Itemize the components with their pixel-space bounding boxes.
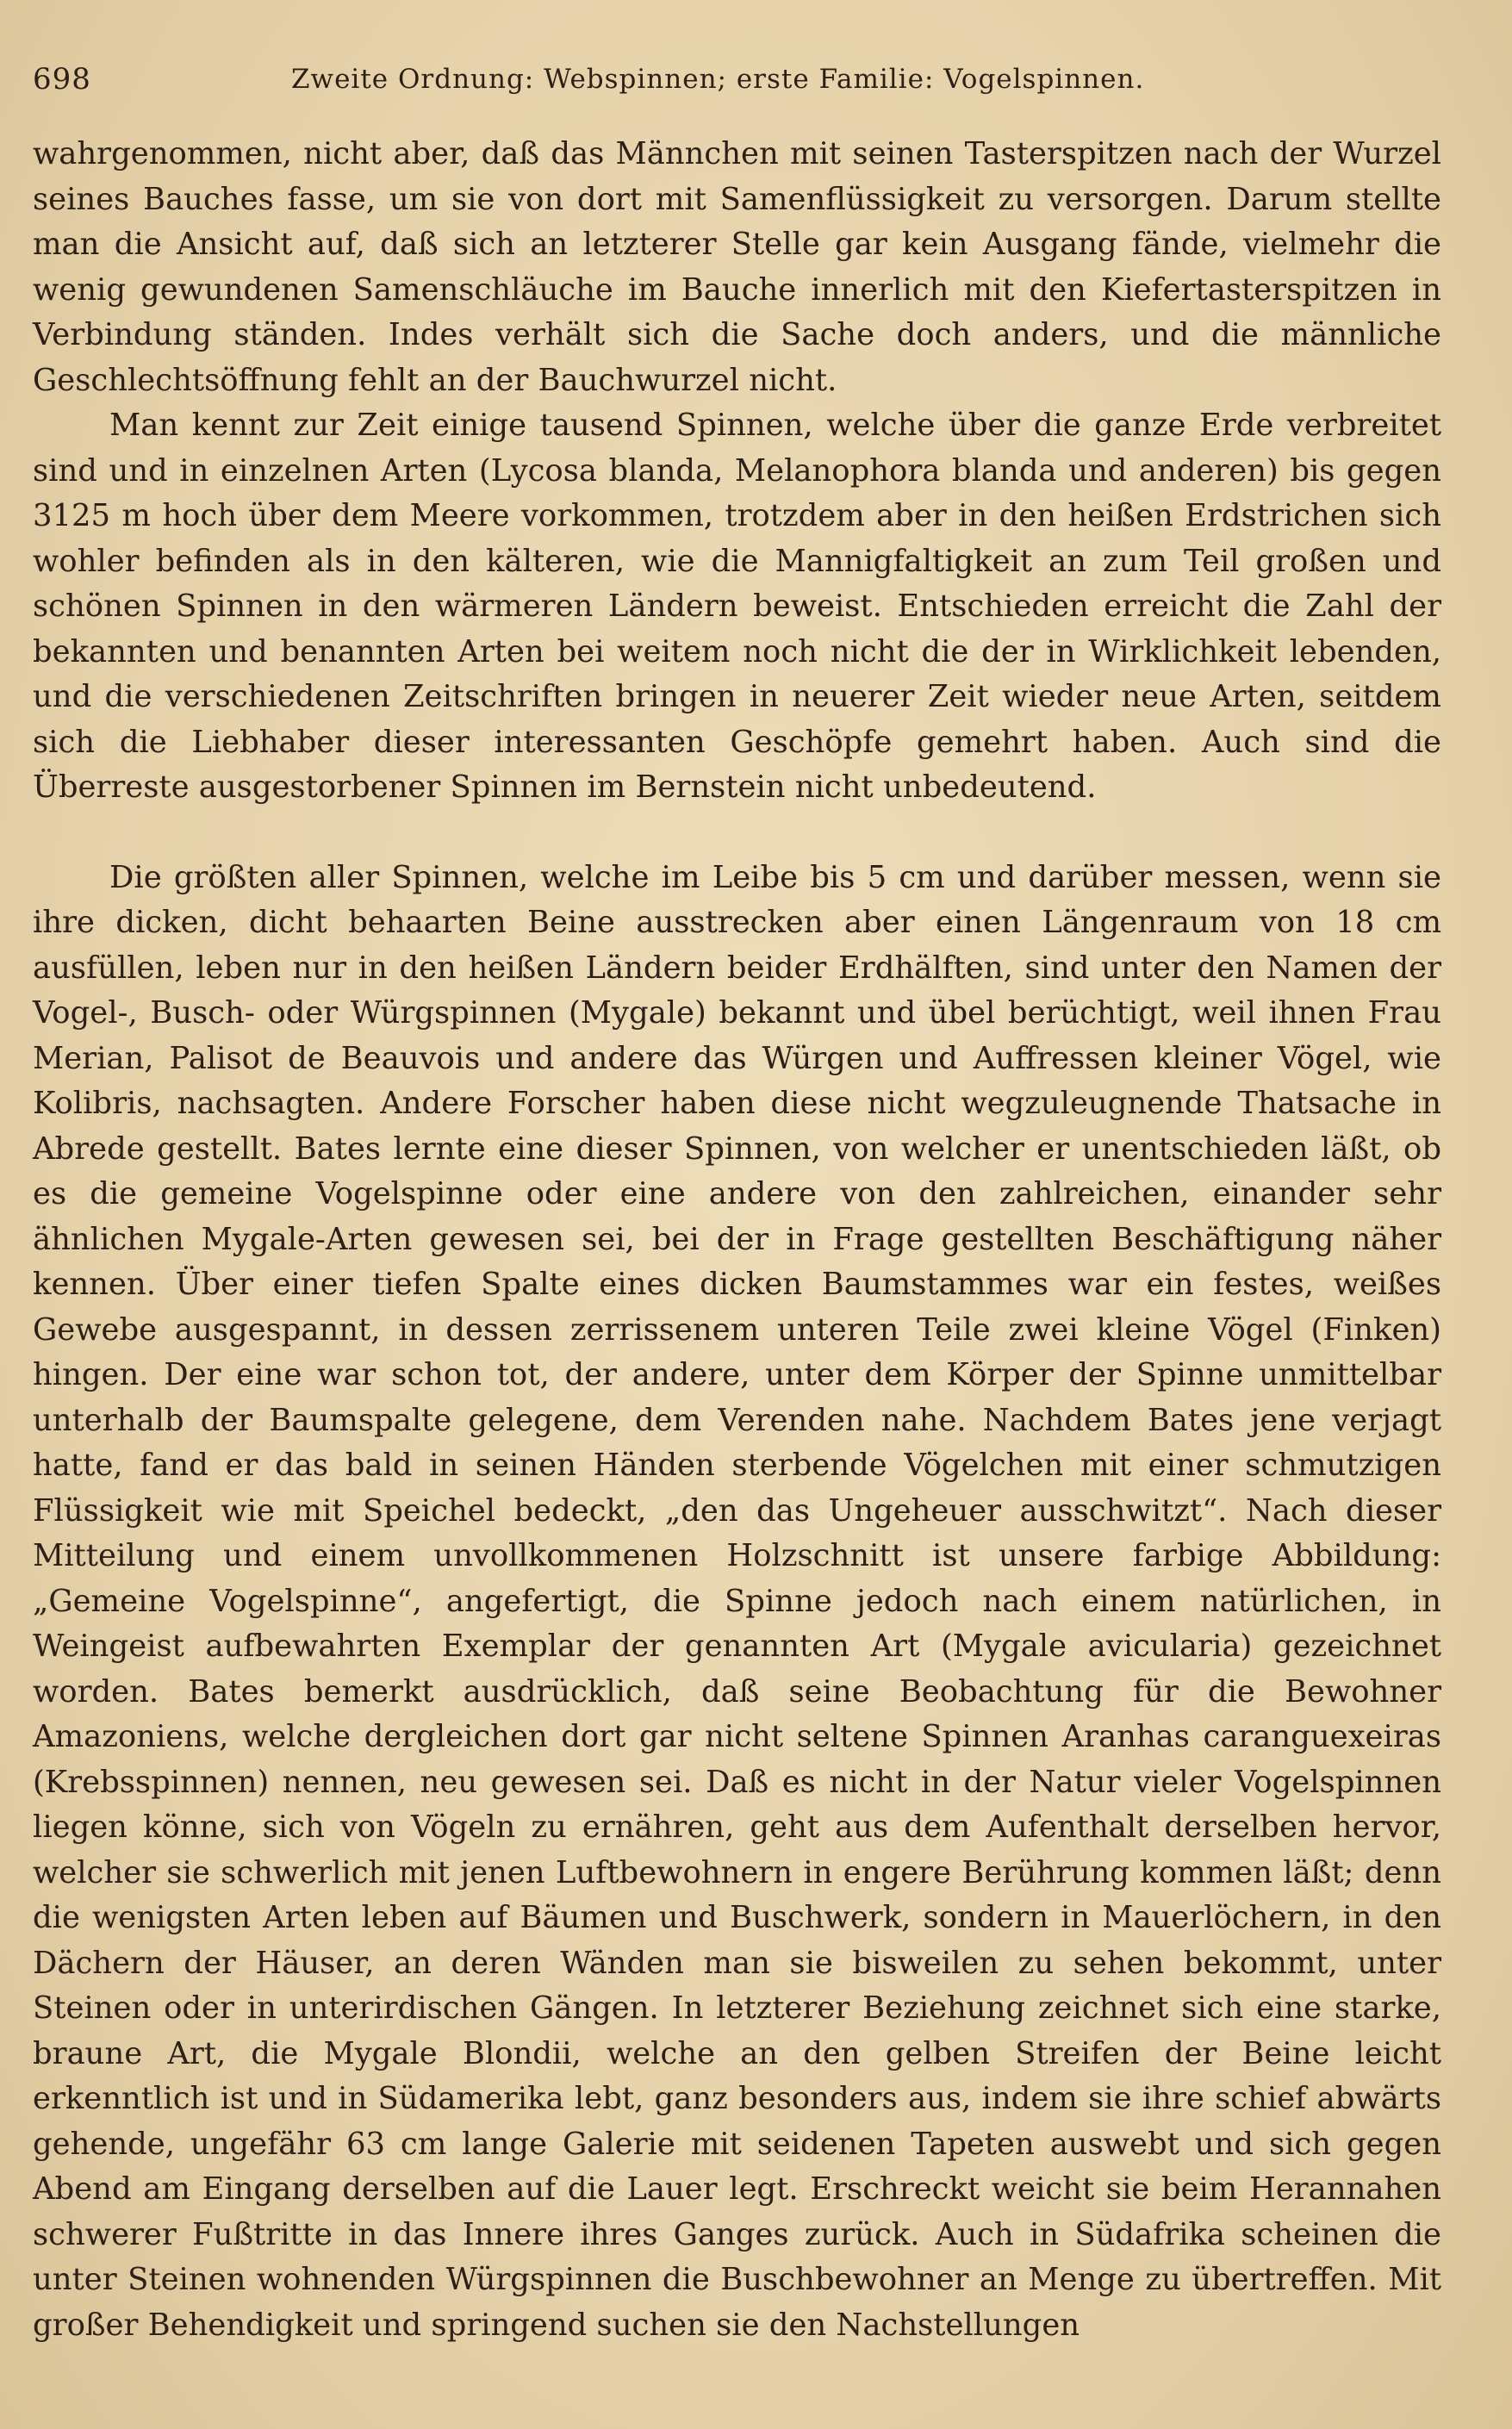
paragraph-bird-spiders: Die größten aller Spinnen, welche im Leibe bis 5 cm und darüber messen, wenn sie ihre dicken, dicht behaarten Beine ausstrecken aber einen Längenraum von 18 cm ausfüllen, leben nur in den heißen Ländern beider Erdhälften, sind unter den Namen der Vogel-, Busch- oder Würgspinnen (Mygale) bekannt und übel berüchtigt, weil ihnen Frau Merian, Palisot de Beauvois und andere das Würgen und Auffressen kleiner Vögel, wie Kolibris, nachsagten. Andere Forscher haben diese nicht wegzuleugnende Thatsache in Abrede gestellt. Bates lernte eine dieser Spinnen, von welcher er unentschieden läßt, ob es die gemeine Vogelspinne oder eine andere von den zahlreichen, einander sehr ähnlichen Mygale-Arten gewesen sei, bei der in Frage gestellten Beschäftigung näher kennen. Über einer tiefen Spalte eines dicken Baumstammes war ein festes, weißes Gewebe ausgespannt, in dessen zerrissenem unteren Teile zwei kleine Vögel (Finken) hingen. Der eine war schon tot, der andere, unter dem Körper der Spinne unmittelbar unterhalb der Baumspalte gelegene, dem Verenden nahe. Nachdem Bates jene verjagt hatte, fand er das bald in seinen Händen sterbende Vögelchen mit einer schmutzigen Flüssigkeit wie mit Speichel bedeckt, „den das Ungeheuer ausschwitzt“. Nach dieser Mitteilung und einem unvollkommenen Holzschnitt ist unsere farbige Abbildung: „Gemeine Vogelspinne“, angefertigt, die Spinne jedoch nach einem natürlichen, in Weingeist aufbewahrten Exemplar der genannten Art (Mygale avicularia) gezeichnet worden. Bates bemerkt ausdrücklich, daß seine Beobachtung für die Bewohner Amazoniens, welche dergleichen dort gar nicht seltene Spinnen Aranhas caranguexeiras (Krebsspinnen) nennen, neu gewesen sei. Daß es nicht in der Natur vieler Vogelspinnen liegen könne, sich von Vögeln zu ernähren, geht aus dem Aufenthalt derselben hervor, welcher sie schwerlich mit jenen Luftbewohnern in engere Berührung kommen läßt; denn die wenigsten Arten leben auf Bäumen und Buschwerk, sondern in Mauerlöchern, in den Dächern der Häuser, an deren Wänden man sie bisweilen zu sehen bekommt, unter Steinen oder in unterirdischen Gängen. In letzterer Beziehung zeichnet sich eine starke, braune Art, die Mygale Blondii, welche an den gelben Streifen der Beine leicht erkenntlich ist und in Südamerika lebt, ganz besonders aus, indem sie ihre schief abwärts gehende, ungefähr 63 cm lange Galerie mit seidenen Tapeten auswebt und sich gegen Abend am Eingang derselben auf die Lauer legt. Erschreckt weicht sie beim Herannahen schwerer Fußtritte in das Innere ihres Ganges zurück. Auch in Südafrika scheinen die unter Steinen wohnenden Würgspinnen die Buschbewohner an Menge zu übertreffen. Mit großer Behendigkeit und springend suchen sie den Nachstellungen	[33, 859, 1441, 2343]
paragraph-spider-distribution: Man kennt zur Zeit einige tausend Spinnen, welche über die ganze Erde verbreitet sind und in einzelnen Arten (Lycosa blanda, Melanophora blanda und anderen) bis gegen 3125 m hoch über dem Meere vorkommen, trotzdem aber in den heißen Erdstrichen sich wohler befinden als in den kälteren, wie die Mannigfaltigkeit an zum Teil großen und schönen Spinnen in den wärmeren Ländern beweist. Entschieden erreicht die Zahl der bekannten und benannten Arten bei weitem noch nicht die der in Wirklichkeit lebenden, und die verschiedenen Zeitschriften bringen in neuerer Zeit wieder neue Arten, seitdem sich die Liebhaber dieser interessanten Geschöpfe gemehrt haben. Auch sind die Überreste ausgestorbener Spinnen im Bernstein nicht unbedeutend.	[33, 408, 1441, 805]
paragraph-continuation: wahrgenommen, nicht aber, daß das Männchen mit seinen Tasterspitzen nach der Wurzel seines Bauches fasse, um sie von dort mit Samenflüssigkeit zu versorgen. Darum stellte man die Ansicht auf, daß sich an letzterer Stelle gar kein Ausgang fände, vielmehr die wenig gewundenen Samenschläuche im Bauche innerlich mit den Kiefertasterspitzen in Verbindung ständen. Indes verhält sich die Sache doch anders, und die männliche Geschlechtsöffnung fehlt an der Bauchwurzel nicht.	[33, 136, 1441, 398]
page-number: 698	[33, 62, 91, 97]
page-header	[33, 62, 1480, 105]
running-head: Zweite Ordnung: Webspinnen; erste Familie: Vogelspinnen.	[291, 64, 1145, 95]
section-gap	[33, 811, 1441, 856]
body-text	[33, 132, 1441, 2348]
